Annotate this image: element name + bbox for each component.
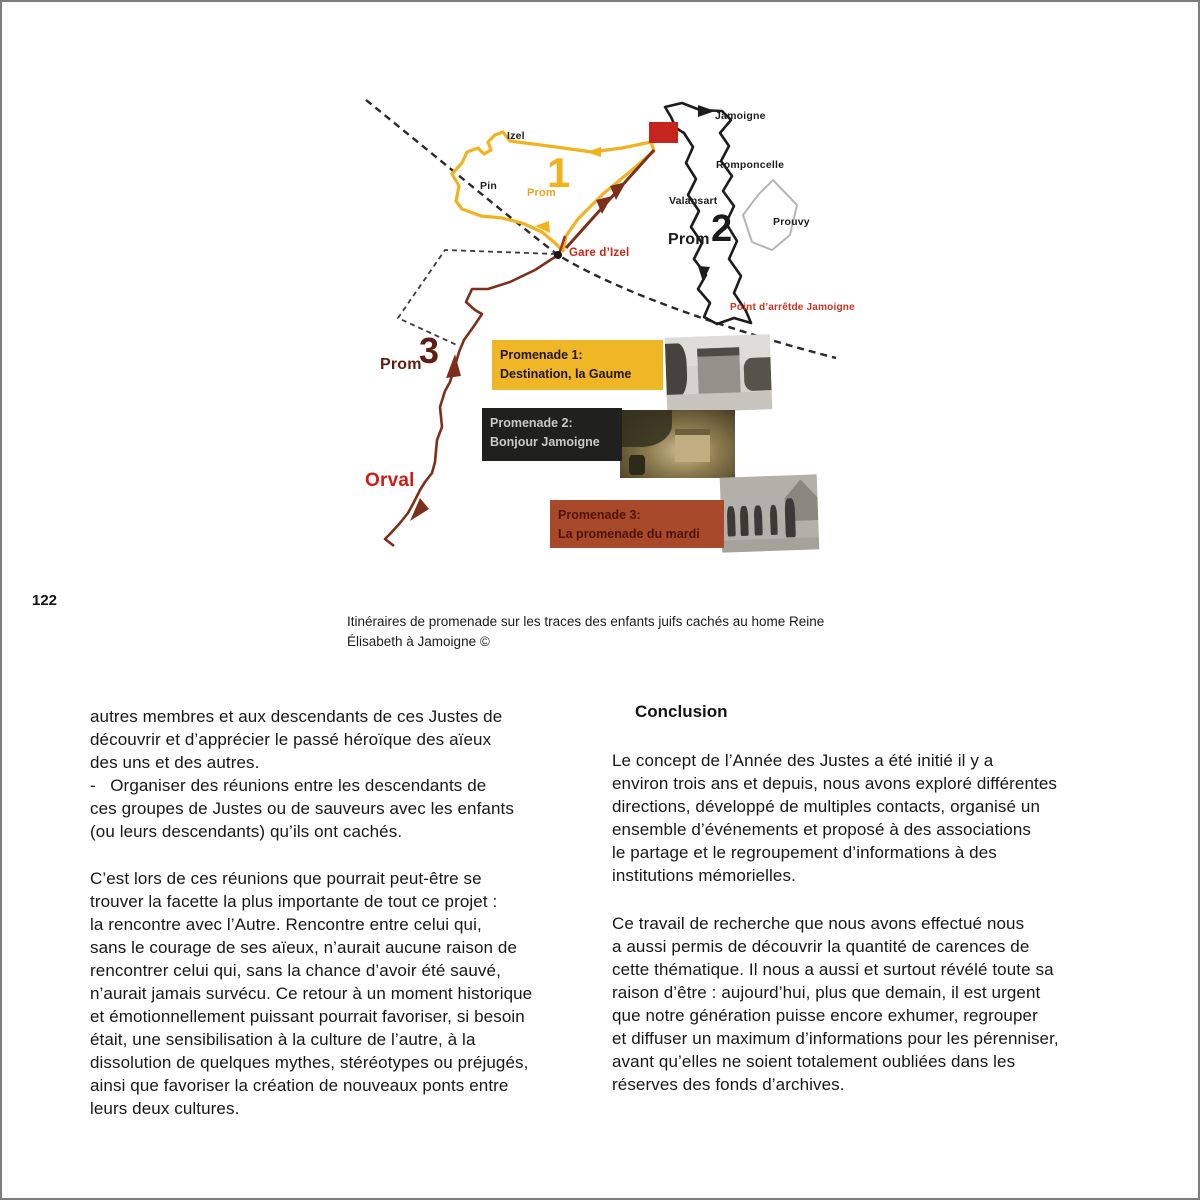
legend1-subtitle: Destination, la Gaume [500, 367, 632, 381]
photo-shed [675, 429, 710, 462]
map-number-1: 1 [547, 149, 571, 196]
promenade2-arrow [698, 105, 715, 117]
photo-foliage [620, 410, 672, 447]
map-label-prom2: Prom [668, 231, 710, 248]
legend-box-promenade2 [482, 408, 622, 461]
map-label-jamoigne: Jamoigne [715, 110, 766, 122]
map-label-gare-izel: Gare d’Izel [569, 247, 630, 259]
promenade3-route [385, 255, 558, 546]
home-marker [649, 122, 678, 143]
photo-station-building [697, 347, 741, 394]
conclusion-heading: Conclusion [635, 702, 728, 721]
map-label-prom3: Prom [380, 356, 422, 373]
gare-dot [554, 251, 562, 259]
map-label-point-arret [730, 302, 855, 314]
map-number-2: 2 [711, 208, 733, 250]
map-label-valansart: Valansart [669, 195, 718, 207]
photo-hedge [743, 357, 771, 392]
map-label-orval: Orval [365, 470, 415, 491]
map-label-romponcelle: Romponcelle [716, 159, 785, 171]
legend1-title: Promenade 1: [500, 348, 583, 362]
map-label-izel: Izel [507, 130, 525, 142]
point-arret-line2: de Jamoigne [791, 302, 855, 313]
railway-line [366, 100, 836, 358]
promenade2-arrow [698, 266, 710, 282]
photo-tree [665, 343, 688, 396]
photo-figure [727, 506, 736, 536]
legend2-subtitle: Bonjour Jamoigne [490, 435, 600, 449]
map-number-3: 3 [419, 330, 440, 371]
left-column-paragraph-2: C’est lors de ces réunions que pourrait peut-être se trouver la facette la plus importante de tout ce projet : la rencontre avec l’Autre. Rencontre entre celui qui, sans le courage de ses aïeux, n’aurait aucune raison de rencontrer celui qui, sans la chance d’avoir été sauvé, n’aurait jamais survécu. Ce retour à un moment historique et émotionnellement puissant pourrait favoriser, si besoin était, une sensibilisation à la culture de l’autre, à la dissolution de quelques mythes, stéréotypes ou préjugés, ainsi que favoriser la création de nouveaux ponts entre leurs deux cultures. [90, 869, 533, 1118]
legend3-subtitle: La promenade du mardi [558, 527, 700, 541]
page-number: 122 [32, 592, 58, 609]
photo-figure [754, 505, 763, 535]
legend3-title: Promenade 3: [558, 508, 641, 522]
photo-izel-station [665, 334, 773, 413]
map-label-prom1: Prom [527, 187, 556, 199]
point-arret-line1: Point d’arrêt [730, 302, 792, 313]
figure-caption: Itinéraires de promenade sur les traces des enfants juifs cachés au home Reine Élisabeth à Jamoigne © [347, 614, 825, 649]
map-figure [360, 90, 855, 610]
legend-box-promenade1 [492, 340, 663, 390]
photo-figure [769, 504, 778, 534]
legend2-title: Promenade 2: [490, 416, 573, 430]
photo-mardi-procession [720, 474, 820, 552]
photo-jamoigne-street [620, 410, 735, 478]
promenade1-arrow [586, 147, 601, 157]
left-column-paragraph-1: autres membres et aux descendants de ces Justes de découvrir et d’apprécier le passé héroïque des aïeux des uns et des autres. - Organiser des réunions entre les descendants de ces groupes de Justes ou de sauveurs avec les enfants (ou leurs descendants) qu’ils ont cachés. [90, 707, 514, 841]
photo-figure [740, 505, 749, 535]
photo-barrel [629, 455, 645, 475]
photo-figure [784, 498, 795, 537]
map-label-prouvy: Prouvy [773, 216, 810, 228]
right-column-paragraph-1: Le concept de l’Année des Justes a été initié il y a environ trois ans et depuis, nous avons exploré différentes directions, développé de multiples contacts, organisé un ensemble d’événements et proposé à des associations le partage et le regroupement d’informations à des institutions mémorielles. [612, 751, 1058, 885]
right-column-paragraph-2: Ce travail de recherche que nous avons effectué nous a aussi permis de découvrir la quantité de carences de cette thématique. Il nous a aussi et surtout révélé toute sa raison d’être : aujourd’hui, plus que demain, il est urgent que notre génération puisse encore exhumer, regrouper et diffuser un maximum d’informations pour les pérenniser, avant qu’elles ne soient totalement oubliées dans les réserves des fonds d’archives. [612, 914, 1059, 1094]
legend-box-promenade3 [550, 500, 724, 548]
prouvy-boundary [743, 180, 797, 250]
map-label-pin: Pin [480, 180, 497, 192]
